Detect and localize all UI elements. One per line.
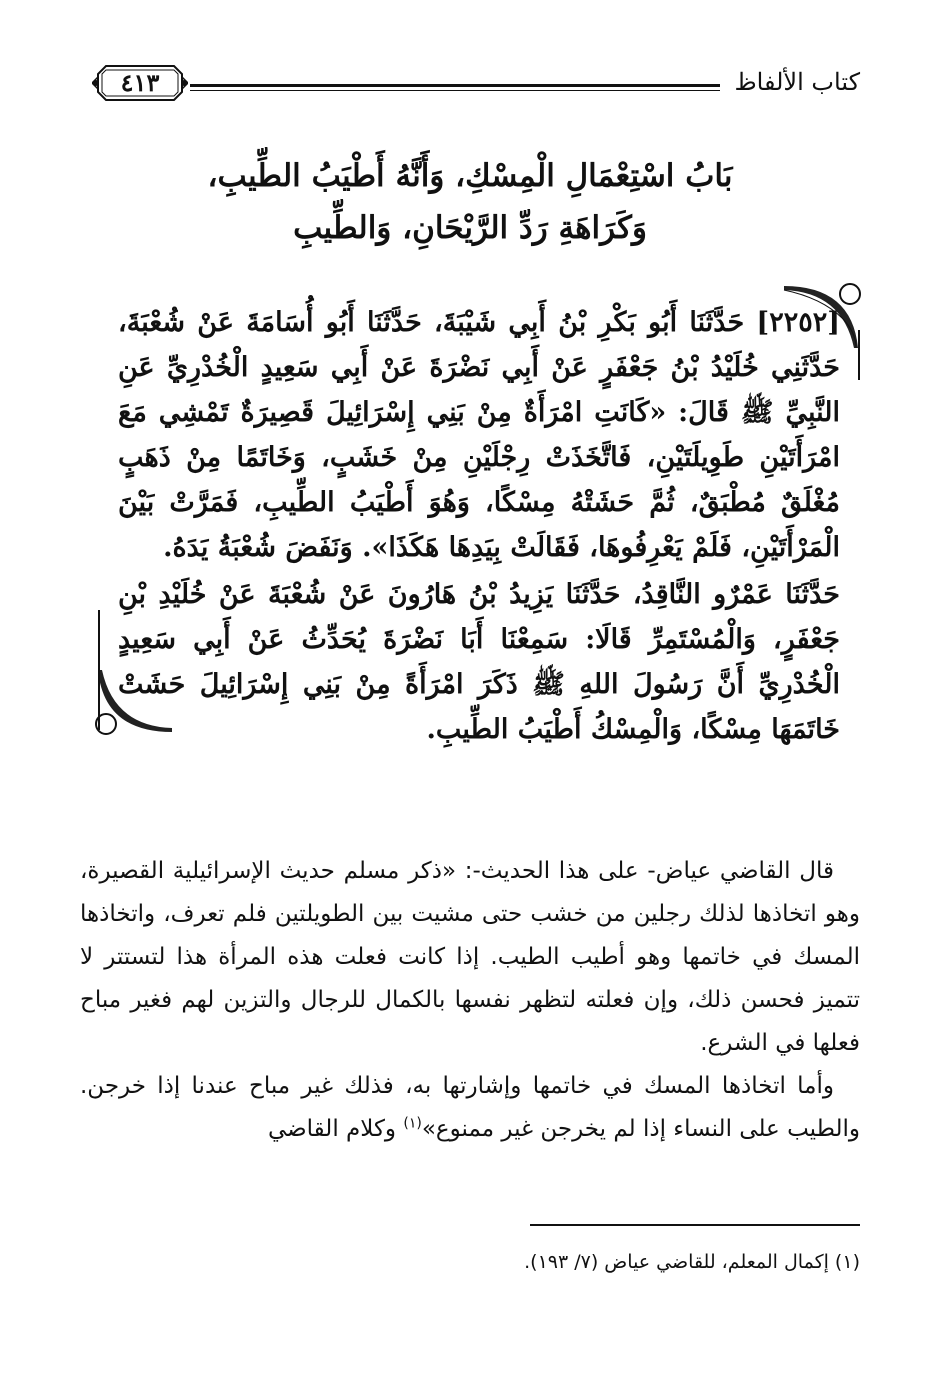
frame-line-right [858,330,860,380]
commentary-paragraph-1: قال القاضي عياض- على هذا الحديث-: «ذكر مسلم حديث الإسرائيلية القصيرة، وهو اتخاذها لذلك رجلين من خشب حتى مشيت بين الطويلتين فلم تعرف، واتخاذها المسك في خاتمها وهو أطيب الطيب. إذا كانت فعلت هذه المرأة هذا لتستتر لا تتميز فحسن ذلك، وإن فعلته لتظهر نفسها بالكمال للرجال والتزين لهم فغير مباح فعلها في الشرع. [80,858,860,1056]
commentary-paragraph-2-text: وأما اتخاذها المسك في خاتمها وإشارتها به، فذلك غير مباح عندنا إذا خرجن. والطيب على النساء إذا لم يخرجن غير ممنوع» [80,1073,860,1142]
chapter-title-line-2: وَكَرَاهَةِ رَدِّ الرَّيْحَانِ، وَالطِّيبِ [293,210,647,246]
chapter-title [80,150,860,254]
hadith-block [118,300,840,752]
hadith-narration-1: [٢٢٥٢] حَدَّثَنَا أَبُو بَكْرِ بْنُ أَبِي شَيْبَةَ، حَدَّثَنَا أَبُو أُسَامَةَ عَنْ شُعْبَةَ، حَدَّثَنِي خُلَيْدُ بْنُ جَعْفَرٍ عَنْ أَبِي نَضْرَةَ عَنْ أَبِي سَعِيدٍ الْخُدْرِيِّ عَنِ النَّبِيِّ ﷺ قَالَ: «كَانَتِ امْرَأَةٌ مِنْ بَنِي إِسْرَائِيلَ قَصِيرَةٌ تَمْشِي مَعَ امْرَأَتَيْنِ طَوِيلَتَيْنِ، فَاتَّخَذَتْ رِجْلَيْنِ مِنْ خَشَبٍ، وَخَاتَمًا مِنْ ذَهَبٍ مُغْلَقٌ مُطْبَقٌ، ثُمَّ حَشَتْهُ مِسْكًا، وَهُوَ أَطْيَبُ الطِّيبِ، فَمَرَّتْ بَيْنَ الْمَرْأَتَيْنِ، فَلَمْ يَعْرِفُوهَا، فَقَالَتْ بِيَدِهَا هَكَذَا». وَنَفَضَ شُعْبَةُ يَدَهُ. [118,307,840,563]
page-number: ٤١٣ [120,68,160,97]
footnote-rule [530,1224,860,1226]
header-rule [190,84,720,87]
frame-line-left [98,610,100,730]
hadith-narration-2: حَدَّثَنَا عَمْرٌو النَّاقِدُ، حَدَّثَنَا يَزِيدُ بْنُ هَارُونَ عَنْ شُعْبَةَ عَنْ خُلَيْدِ بْنِ جَعْفَرٍ، وَالْمُسْتَمِرِّ قَالَا: سَمِعْنَا أَبَا نَضْرَةَ يُحَدِّثُ عَنْ أَبِي سَعِيدٍ الْخُدْرِيِّ أَنَّ رَسُولَ اللهِ ﷺ ذَكَرَ امْرَأَةً مِنْ بَنِي إِسْرَائِيلَ حَشَتْ خَاتَمَهَا مِسْكًا، وَالْمِسْكُ أَطْيَبُ الطِّيبِ. [118,579,840,745]
chapter-title-line-1: بَابُ اسْتِعْمَالِ الْمِسْكِ، وَأَنَّهُ أَطْيَبُ الطِّيبِ، [207,158,733,194]
running-head: كتاب الألفاظ [734,68,860,96]
commentary-paragraph-2-tail: وكلام القاضي [267,1116,404,1142]
footnote-1: (١) إكمال المعلم، للقاضي عياض (٧/ ١٩٣). [524,1251,860,1273]
commentary-paragraph-2 [80,1065,860,1151]
commentary [80,850,860,1151]
page-number-ornament [92,60,188,106]
footnote-reference: (١) [403,1115,422,1132]
